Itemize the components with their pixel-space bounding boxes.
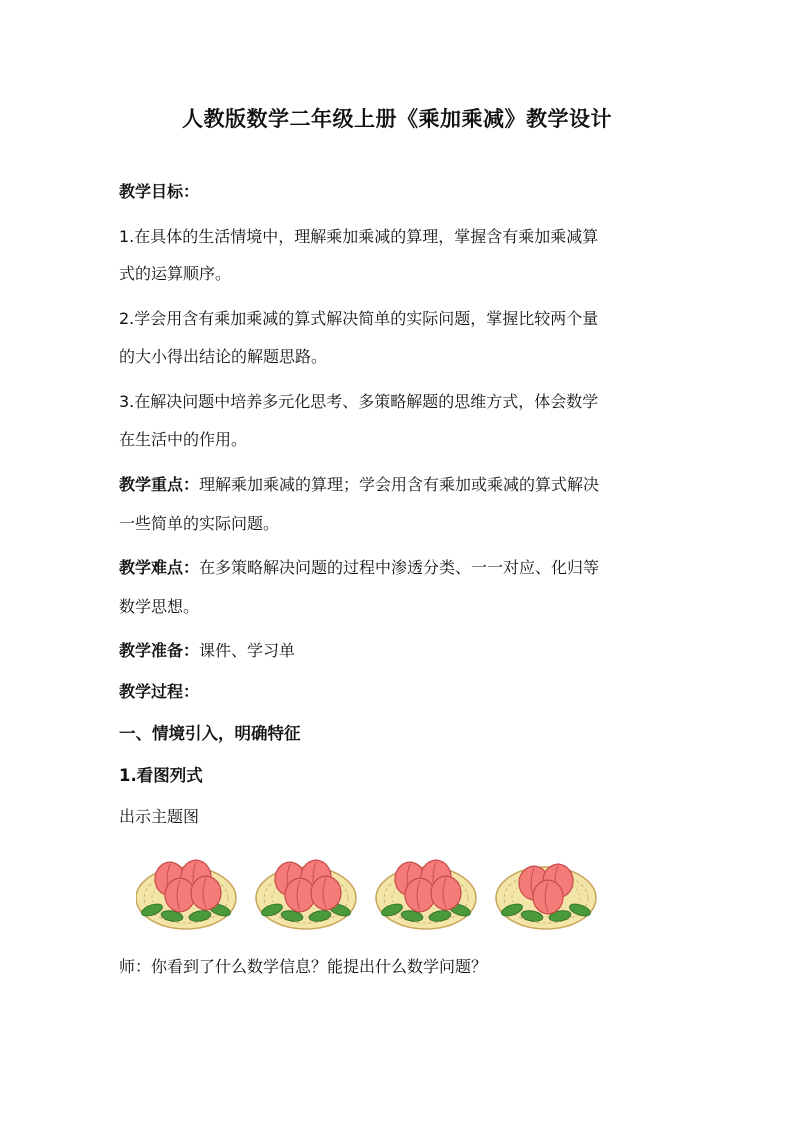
- peach-plates-illustration: [136, 850, 616, 930]
- objective-2-line-1: 2.学会用含有乘加乘减的算式解决简单的实际问题，掌握比较两个量: [119, 309, 599, 328]
- peach-icon: [311, 876, 341, 910]
- difficulty-line-2: 数学思想。: [119, 597, 200, 616]
- objective-3-line-1: 3.在解决问题中培养多元化思考、多策略解题的思维方式，体会数学: [119, 392, 599, 411]
- objective-3-line-2: 在生活中的作用。: [119, 430, 248, 449]
- peach-plate: [136, 860, 236, 929]
- difficulty-text: 在多策略解决问题的过程中渗透分类、一一对应、化归等: [199, 558, 600, 577]
- peach-icon: [191, 876, 221, 910]
- preparation-line: [119, 639, 679, 663]
- page-title: 人教版数学二年级上册《乘加乘减》教学设计: [182, 107, 612, 131]
- subsection-1-heading: 1.看图列式: [119, 766, 203, 785]
- peach-icon: [533, 880, 563, 914]
- peach-icon: [431, 876, 461, 910]
- peach-plate: [496, 864, 596, 929]
- section-1-heading: 一、情境引入，明确特征: [119, 724, 301, 743]
- difficulty-line-1: [119, 556, 679, 580]
- key-point-line-1: [119, 473, 679, 497]
- objective-1-line-1: 1.在具体的生活情境中，理解乘加乘减的算理，掌握含有乘加乘减算: [119, 227, 599, 246]
- peach-plate: [376, 860, 476, 929]
- objective-2-line-2: 的大小得出结论的解题思路。: [119, 347, 328, 366]
- process-heading: 教学过程：: [119, 682, 200, 701]
- show-image-text: 出示主题图: [119, 807, 200, 826]
- objective-1-line-2: 式的运算顺序。: [119, 264, 232, 283]
- key-point-label: 教学重点：: [119, 475, 200, 494]
- peach-plate: [256, 860, 356, 929]
- objectives-heading: 教学目标：: [119, 182, 200, 201]
- preparation-text: 课件、学习单: [199, 641, 296, 660]
- difficulty-label: 教学难点：: [119, 558, 200, 577]
- peach-plates-image: [136, 850, 616, 930]
- teacher-question: 师：你看到了什么数学信息？能提出什么数学问题？: [119, 957, 488, 976]
- key-point-line-2: 一些简单的实际问题。: [119, 514, 280, 533]
- key-point-text: 理解乘加乘减的算理；学会用含有乘加或乘减的算式解决: [199, 475, 600, 494]
- preparation-label: 教学准备：: [119, 641, 200, 660]
